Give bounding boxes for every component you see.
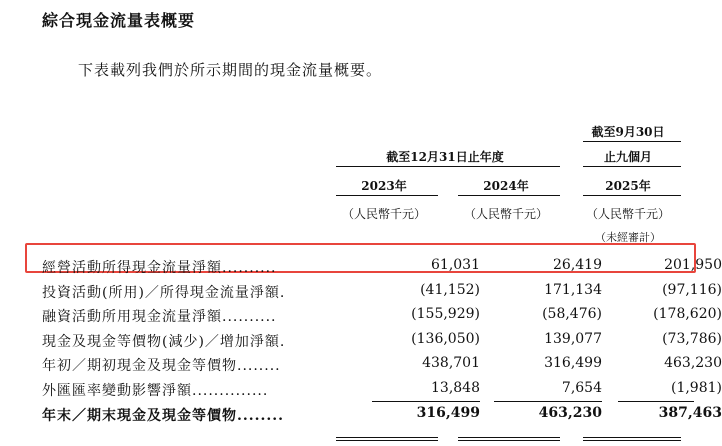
unit-label-2023: （人民幣千元） xyxy=(341,207,426,221)
total-top-rule-2025 xyxy=(618,401,694,402)
year-2025-header: 2025年 xyxy=(605,179,651,193)
year-rule-2025 xyxy=(583,195,681,196)
header-rule-year-end xyxy=(336,166,560,167)
period-nine-months-bottom: 止九個月 xyxy=(603,150,652,164)
value-2024: 316,499 xyxy=(544,355,602,372)
unit-label-2024: （人民幣千元） xyxy=(463,207,548,221)
header-rule-nine-bottom xyxy=(583,166,681,167)
table-row xyxy=(42,254,722,279)
table-row xyxy=(42,377,722,402)
total-double-rule-2023 xyxy=(336,437,438,441)
value-2023: 61,031 xyxy=(431,257,480,273)
total-top-rule-2023 xyxy=(372,401,480,402)
year-rule-2024 xyxy=(458,195,560,196)
unit-label-2025: （人民幣千元） xyxy=(585,207,670,221)
value-2025: (97,116) xyxy=(662,281,722,298)
period-nine-months-top: 截至9月30日 xyxy=(591,125,665,139)
row-label: 年末／期末現金及現金等價物........ xyxy=(42,407,284,424)
value-2024: (58,476) xyxy=(542,306,602,323)
value-2023: (136,050) xyxy=(411,330,480,347)
table-row xyxy=(42,303,722,328)
row-label: 外匯匯率變動影響淨額.............. xyxy=(42,382,269,399)
value-2023: 438,701 xyxy=(422,355,480,372)
value-2023: (155,929) xyxy=(411,306,480,323)
table-row-total xyxy=(42,402,722,427)
value-2025: (1,981) xyxy=(670,379,722,396)
unaudited-label: （未經審計） xyxy=(595,231,661,244)
value-2024: 26,419 xyxy=(553,257,602,273)
year-2023-header: 2023年 xyxy=(361,179,407,193)
value-2024: 7,654 xyxy=(561,379,602,396)
value-2025: (73,786) xyxy=(662,330,722,347)
table-row xyxy=(42,279,722,304)
total-double-rule-2025 xyxy=(583,437,681,441)
section-title: 綜合現金流量表概要 xyxy=(42,11,196,30)
total-double-rule-2024 xyxy=(458,437,560,441)
table-row xyxy=(42,352,722,377)
value-2024: 171,134 xyxy=(544,281,602,298)
total-top-rule-2024 xyxy=(494,401,602,402)
row-label: 年初／期初現金及現金等價物........ xyxy=(42,358,281,375)
value-2023: 316,499 xyxy=(416,404,480,421)
period-year-end-header: 截至12月31日止年度 xyxy=(386,150,504,164)
value-2024: 463,230 xyxy=(538,404,602,421)
value-2025: 387,463 xyxy=(658,404,722,421)
value-2025: 463,230 xyxy=(664,355,722,372)
header-rule-nine-top xyxy=(583,141,681,142)
row-label: 投資活動(所用)／所得現金流量淨額. xyxy=(42,284,286,301)
table-row xyxy=(42,328,722,353)
value-2023: 13,848 xyxy=(431,379,480,396)
value-2025: (178,620) xyxy=(653,306,722,323)
row-label: 融資活動所用現金流量淨額.......... xyxy=(42,309,277,326)
row-label: 經營活動所得現金流量淨額.......... xyxy=(42,260,277,276)
year-2024-header: 2024年 xyxy=(483,179,529,193)
value-2025: 201,950 xyxy=(664,257,722,273)
value-2023: (41,152) xyxy=(420,281,480,298)
intro-text: 下表載列我們於所示期間的現金流量概要。 xyxy=(78,61,383,79)
row-label: 現金及現金等價物(減少)／增加淨額. xyxy=(42,333,286,350)
year-rule-2023 xyxy=(336,195,438,196)
value-2024: 139,077 xyxy=(544,330,602,347)
